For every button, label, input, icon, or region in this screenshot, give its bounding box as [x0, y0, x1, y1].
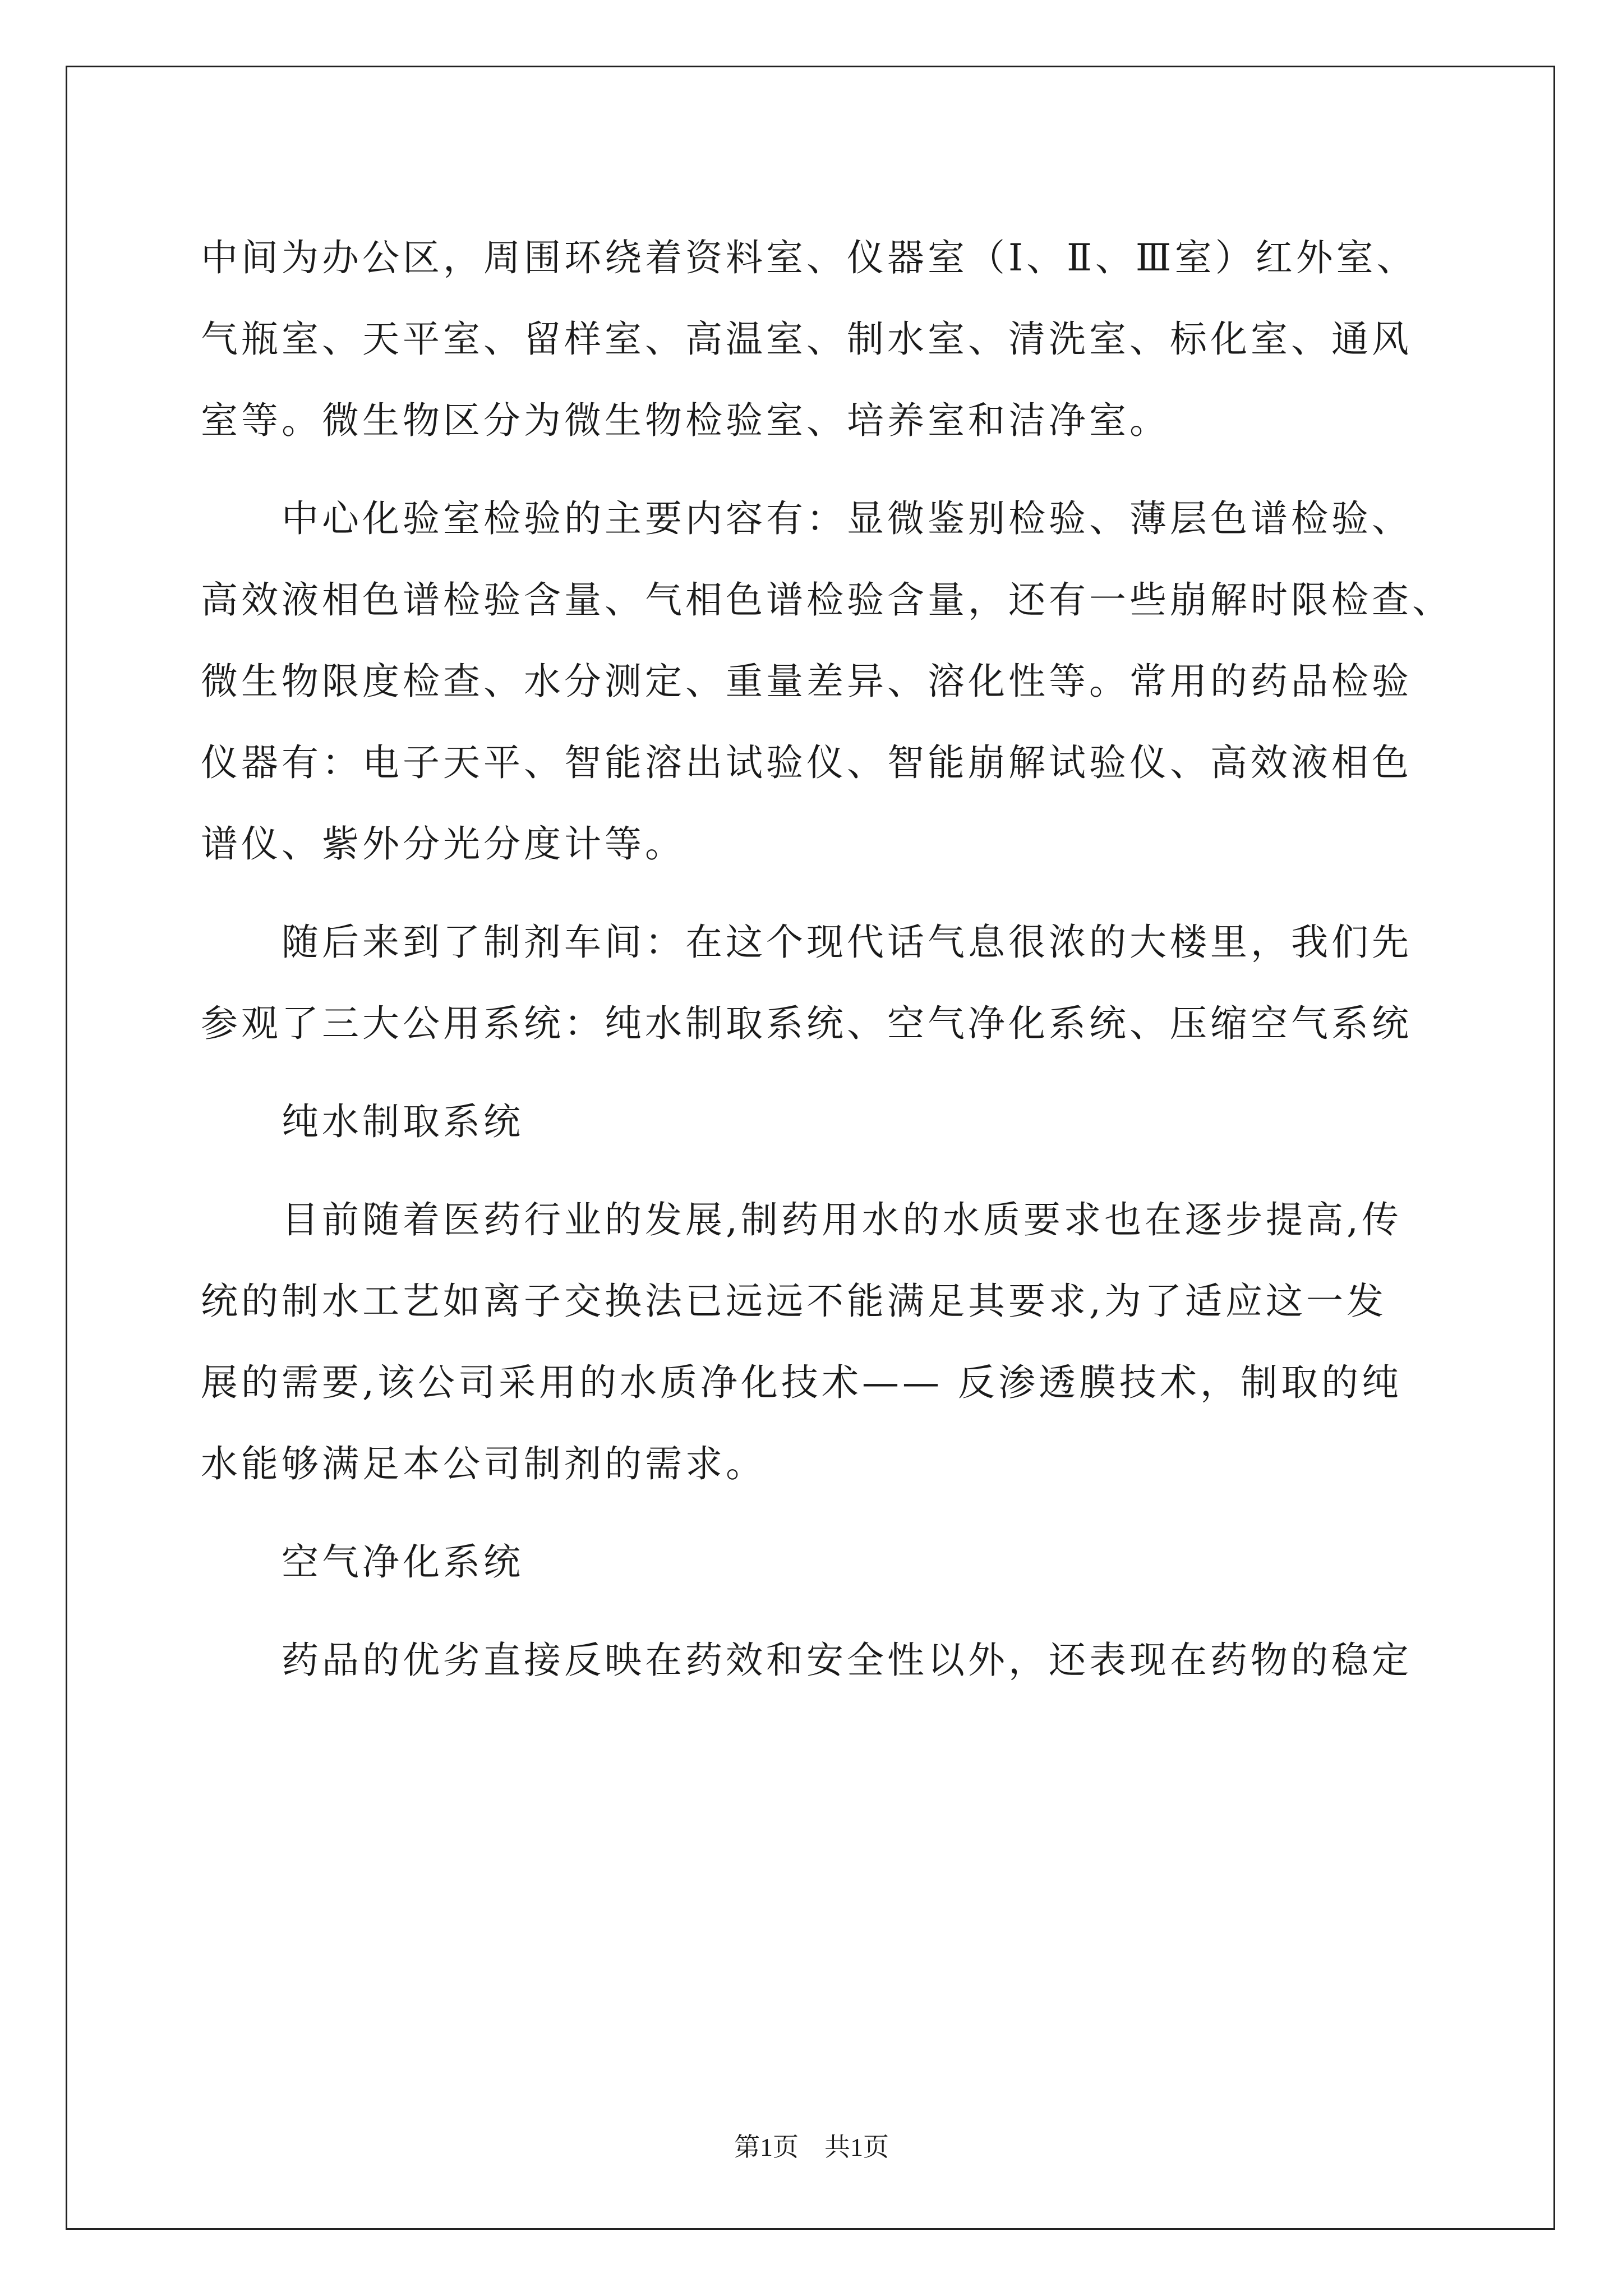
- text-line: 随后来到了制剂车间：在这个现代话气息很浓的大楼里，我们先: [201, 921, 1412, 964]
- text-line: 目前随着医药行业的发展,制药用水的水质要求也在逐步提高,传: [201, 1198, 1402, 1241]
- text-line: 高效液相色谱检验含量、气相色谱检验含量，还有一些崩解时限检查、: [201, 578, 1453, 622]
- page-number: 第1页 共1页: [734, 2133, 889, 2161]
- text-line: 参观了三大公用系统：纯水制取系统、空气净化系统、压缩空气系统: [201, 1002, 1412, 1045]
- text-line: 微生物限度检查、水分测定、重量差异、溶化性等。常用的药品检验: [201, 660, 1412, 703]
- text-line: 中间为办公区，周围环绕着资料室、仪器室（Ⅰ、Ⅱ、Ⅲ室）红外室、: [201, 236, 1417, 279]
- page-border: [66, 66, 1555, 2230]
- text-line: 统的制水工艺如离子交换法已远远不能满足其要求,为了适应这一发: [201, 1280, 1387, 1323]
- section-heading: 空气净化系统: [201, 1540, 524, 1584]
- section-heading: 纯水制取系统: [201, 1100, 524, 1143]
- text-line: 中心化验室检验的主要内容有：显微鉴别检验、薄层色谱检验、: [201, 497, 1412, 540]
- text-line: 室等。微生物区分为微生物检验室、培养室和洁净室。: [201, 399, 1170, 442]
- text-line: 谱仪、紫外分光分度计等。: [201, 822, 685, 866]
- text-line: 水能够满足本公司制剂的需求。: [201, 1442, 766, 1485]
- text-line: 气瓶室、天平室、留样室、高温室、制水室、清洗室、标化室、通风: [201, 318, 1412, 361]
- text-line: 展的需要,该公司采用的水质净化技术—— 反渗透膜技术，制取的纯: [201, 1361, 1402, 1404]
- text-line: 仪器有：电子天平、智能溶出试验仪、智能崩解试验仪、高效液相色: [201, 741, 1412, 784]
- text-line: 药品的优劣直接反映在药效和安全性以外，还表现在药物的稳定: [201, 1639, 1412, 1682]
